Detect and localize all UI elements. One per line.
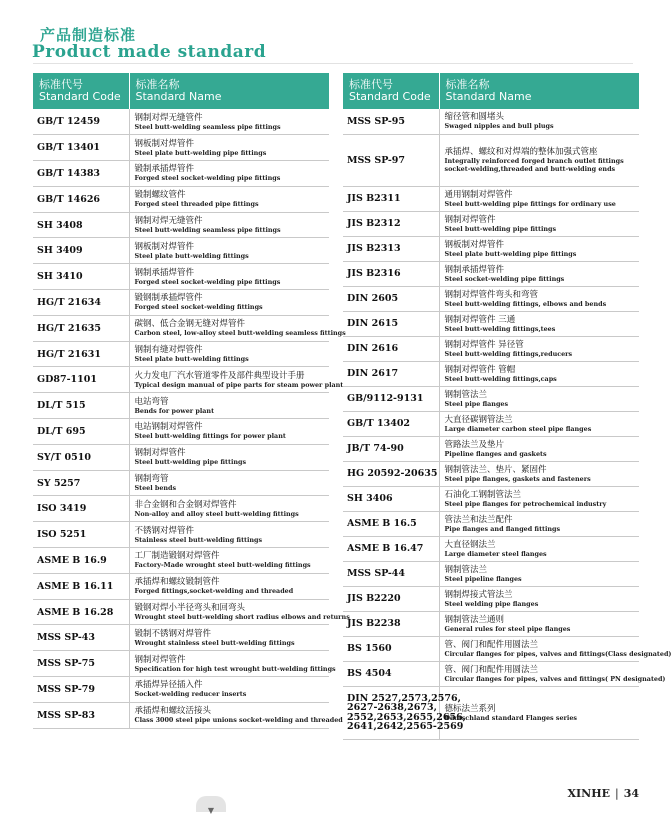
- standard-name: [439, 134, 639, 186]
- standard-code: BS 4504: [343, 661, 439, 686]
- standard-name: [129, 496, 329, 522]
- standard-code: [343, 686, 466, 739]
- standard-name: [439, 261, 639, 286]
- standard-name-en: Carbon steel, low-alloy steel butt-welding seamless fittings: [134, 329, 346, 338]
- standard-name: [439, 211, 639, 236]
- standard-code: MSS SP-79: [33, 677, 129, 703]
- standard-code: ASME B 16.47: [343, 536, 439, 561]
- table-row: [33, 548, 329, 574]
- standard-name: [439, 636, 671, 661]
- standard-name: [439, 236, 639, 261]
- standard-code: GB/T 13401: [33, 135, 129, 161]
- table-row: [343, 511, 639, 536]
- table-row: [343, 286, 639, 311]
- standard-name-en: Steel plate butt-welding pipe fittings: [134, 148, 267, 157]
- table-row: [343, 311, 639, 336]
- standard-name-en: Steel butt-welding fittings,caps: [444, 374, 557, 383]
- standard-name-en: Steel butt-welding seamless pipe fittings: [134, 122, 281, 131]
- standard-name: [129, 393, 329, 419]
- standard-name-en: Bends for power plant: [134, 406, 215, 415]
- standard-name: [439, 611, 639, 636]
- standard-name: [129, 367, 344, 393]
- header-code-en: Standard Code: [39, 90, 121, 103]
- standard-code: GB/T 13402: [343, 411, 439, 436]
- standard-code: JIS B2313: [343, 236, 439, 261]
- standard-name-en: Steel butt-welding pipe fittings: [134, 458, 247, 467]
- table-row: [343, 411, 639, 436]
- standard-name: [129, 186, 329, 212]
- standard-name: [439, 561, 639, 586]
- table-row: [343, 561, 639, 586]
- standard-name-en: Wrought stainless steel butt-welding fittings: [134, 638, 295, 647]
- standard-name-en: Steel pipe flanges, gaskets and fasteners: [444, 474, 591, 483]
- standard-code: HG/T 21631: [33, 341, 129, 367]
- header-code-cn: 标准代号: [39, 78, 83, 91]
- standard-name: [129, 548, 329, 574]
- standard-code: DIN 2615: [343, 311, 439, 336]
- standard-name-en: Pipe flanges and flanged fittings: [444, 524, 561, 533]
- standard-name-en: Circular flanges for pipes, valves and fittings( PN designated): [444, 674, 666, 683]
- standard-code: JIS B2220: [343, 586, 439, 611]
- standard-name-cn: 钢制焊接式管法兰: [444, 589, 513, 600]
- table-row: [33, 109, 329, 135]
- standard-code: ASME B 16.9: [33, 548, 129, 574]
- standard-name-en: Factory-Made wrought steel butt-welding fittings: [134, 561, 311, 570]
- standard-name: [129, 315, 346, 341]
- standard-name-en: Typical design manual of pipe parts for steam power plant: [134, 380, 344, 389]
- standard-name-cn: 管法兰和法兰配件: [444, 514, 513, 525]
- page-title-cn: 产品制造标准: [40, 26, 137, 44]
- standard-code: SH 3406: [343, 486, 439, 511]
- standard-code: ASME B 16.5: [343, 511, 439, 536]
- standard-name: [439, 286, 639, 311]
- standard-name: [129, 419, 329, 445]
- standard-name-en: General rules for steel pipe flanges: [444, 624, 571, 633]
- standard-code: JB/T 74-90: [343, 436, 439, 461]
- table-row: [343, 686, 639, 739]
- table-row: [33, 161, 329, 187]
- standard-name-en: Steel bends: [134, 484, 177, 493]
- standard-name-en: Steel plate butt-welding pipe fittings: [444, 249, 577, 258]
- header-code-en: Standard Code: [349, 90, 431, 103]
- standard-code: GD87-1101: [33, 367, 129, 393]
- standard-code: GB/T 14626: [33, 186, 129, 212]
- table-row: [343, 236, 639, 261]
- standard-name-cn: 钢制弯管: [134, 474, 169, 485]
- standard-name-cn: 钢制对焊管件弯头和弯管: [444, 289, 539, 300]
- standard-name: [439, 661, 666, 686]
- table-row: [343, 611, 639, 636]
- standard-code: HG/T 21634: [33, 290, 129, 316]
- table-row: [33, 186, 329, 212]
- table-row: [343, 186, 639, 211]
- table-row: [33, 419, 329, 445]
- standard-name-en: Steel butt-welding fittings,reducers: [444, 349, 573, 358]
- standard-code-line: DIN 2527,2573,2576,: [347, 692, 461, 704]
- standard-name-cn: 钢板制对焊管件: [134, 138, 195, 149]
- standard-name-cn: 大直径碳钢管法兰: [444, 414, 513, 425]
- standard-name-en: Large diameter steel flanges: [444, 549, 547, 558]
- standard-name-en: Swaged nipples and bull plugs: [444, 122, 554, 131]
- standard-name: [129, 651, 336, 677]
- standard-name-cn: 承插焊、螺纹和对焊端的整体加强式管座: [444, 147, 598, 157]
- header-code-cn: 标准代号: [349, 78, 393, 91]
- standard-name: [439, 109, 639, 134]
- footer-brand: XINHE: [567, 787, 610, 800]
- standard-code: GB/9112-9131: [343, 386, 439, 411]
- standard-name-en: Forged steel socket-welding pipe fittings: [134, 277, 281, 286]
- table-row: [33, 135, 329, 161]
- header-standard-code: [33, 73, 129, 109]
- table-row: [33, 677, 329, 703]
- standard-code: SH 3408: [33, 212, 129, 238]
- standard-name-en: Wrought steel butt-welding short radius elbows and returns: [134, 613, 350, 622]
- standard-name-en: Steel butt-welding pipe fittings: [444, 224, 557, 233]
- standard-code: HG 20592-20635: [343, 461, 439, 486]
- standard-name-en: Large diameter carbon steel pipe flanges: [444, 424, 592, 433]
- table-row: [33, 393, 329, 419]
- standard-code-line: 2627-2638,2673,: [347, 702, 437, 713]
- standard-name-en: Forged steel threaded pipe fittings: [134, 200, 259, 209]
- standard-name-cn: 钢制对焊管件 管帽: [444, 364, 516, 375]
- standard-name: [129, 161, 329, 187]
- standard-name: [129, 599, 350, 625]
- table-row: [33, 496, 329, 522]
- standard-code: MSS SP-75: [33, 651, 129, 677]
- standard-name-cn: 钢制对焊无缝管件: [134, 216, 203, 227]
- table-row: [33, 290, 329, 316]
- header-name-cn: 标准名称: [445, 78, 490, 91]
- standard-name-cn: 不锈钢对焊管件: [134, 525, 195, 536]
- standard-code: SH 3409: [33, 238, 129, 264]
- standard-code: DIN 2616: [343, 336, 439, 361]
- standard-name-cn: 锻钢对焊小半径弯头和回弯头: [134, 603, 246, 614]
- table-row: [343, 461, 639, 486]
- page-number: 34: [623, 787, 639, 800]
- table-row: [33, 315, 329, 341]
- table-row: [33, 238, 329, 264]
- standard-code-line: 2552,2653,2655,2656,: [347, 711, 466, 723]
- table-row: [343, 436, 639, 461]
- footer-separator: |: [614, 787, 619, 800]
- header-standard-code: [343, 73, 439, 109]
- standard-name: [129, 290, 329, 316]
- standard-name: [129, 341, 329, 367]
- standard-name-en: Steel pipe flanges for petrochemical industry: [444, 499, 607, 508]
- standard-name-cn: 钢制对焊无缝管件: [134, 112, 203, 123]
- table-row: [33, 367, 329, 393]
- left-standards-table: [33, 73, 350, 729]
- standard-name-cn: 锻制螺纹管件: [134, 190, 186, 201]
- standard-name-en: Steel butt-welding pipe fittings for ordinary use: [444, 199, 616, 208]
- standard-name-en: Stainless steel butt-welding fittings: [134, 535, 263, 544]
- table-row: [33, 651, 329, 677]
- table-row: [343, 361, 639, 386]
- standard-name: [439, 336, 639, 361]
- standard-name-cn: 管路法兰及垫片: [444, 439, 505, 450]
- standard-code: SY 5257: [33, 470, 129, 496]
- standard-code: SH 3410: [33, 264, 129, 290]
- standard-code: ASME B 16.28: [33, 599, 129, 625]
- standard-name-cn: 钢制对焊管件: [134, 654, 186, 665]
- standard-name-cn: 钢板制对焊管件: [444, 239, 505, 250]
- standard-name: [439, 686, 639, 739]
- standard-name-en: Socket-welding reducer inserts: [134, 690, 247, 699]
- standard-name-en: Steel pipe flanges: [444, 399, 509, 408]
- header-name-en: Standard Name: [445, 90, 532, 103]
- standard-name-cn: 钢制承插焊管件: [134, 267, 195, 278]
- standard-name-en: Forged fittings,socket-welding and threaded: [134, 587, 294, 596]
- table-row: [33, 341, 329, 367]
- standard-code: MSS SP-97: [343, 134, 439, 186]
- table-row: [343, 661, 639, 686]
- standard-code: GB/T 14383: [33, 161, 129, 187]
- table-row: [343, 536, 639, 561]
- table-row: [33, 212, 329, 238]
- standard-code: JIS B2312: [343, 211, 439, 236]
- standard-name-cn: 火力发电厂汽水管道零件及部件典型设计手册: [134, 370, 305, 381]
- standard-name: [439, 461, 639, 486]
- table-row: [343, 636, 639, 661]
- standard-name-en: Forged steel socket-welding pipe fittings: [134, 174, 281, 183]
- standard-name: [129, 264, 329, 290]
- standard-name-cn: 大直径钢法兰: [444, 539, 496, 550]
- standard-name: [129, 238, 329, 264]
- standard-name: [439, 436, 639, 461]
- table-row: [343, 386, 639, 411]
- page-title-en: Product made standard: [32, 42, 267, 62]
- standard-name-en: Circular flanges for pipes, valves and fittings(Class designated): [444, 649, 671, 658]
- standard-name-en: Steel pipeline flanges: [444, 574, 522, 583]
- standard-name-cn: 锻制不锈钢对焊管件: [134, 628, 212, 639]
- standard-name: [439, 486, 639, 511]
- standard-name: [129, 135, 329, 161]
- table-row: [33, 522, 329, 548]
- standard-name-cn: 锻制承插焊管件: [134, 164, 195, 175]
- standard-name-en-line2: socket-welding,threaded and butt-welding ends: [444, 165, 616, 173]
- standard-name-cn: 碳钢、低合金钢无缝对焊管件: [134, 319, 246, 330]
- table-row: [343, 486, 639, 511]
- standard-name-cn: 钢制管法兰: [444, 389, 488, 400]
- standard-name-cn: 管、阀门和配件用圆法兰: [444, 664, 539, 675]
- standard-name: [129, 444, 329, 470]
- table-row: [33, 573, 329, 599]
- standard-name-cn: 管、阀门和配件用圆法兰: [444, 639, 539, 650]
- standard-name-cn: 通用钢制对焊管件: [444, 189, 513, 200]
- standard-code: MSS SP-44: [343, 561, 439, 586]
- standard-name: [439, 586, 639, 611]
- standard-code: DIN 2617: [343, 361, 439, 386]
- standard-code: ISO 3419: [33, 496, 129, 522]
- standard-code: JIS B2311: [343, 186, 439, 211]
- standard-name-cn: 电站弯管: [134, 396, 169, 407]
- standard-name: [129, 109, 329, 135]
- standard-name: [439, 411, 639, 436]
- standard-code: GB/T 12459: [33, 109, 129, 135]
- standard-name-cn: 钢制对焊管件 异径管: [444, 339, 524, 350]
- table-row: [33, 444, 329, 470]
- standard-name-en: Forged steel socket-welding fittings: [134, 303, 263, 312]
- standard-code: SY/T 0510: [33, 444, 129, 470]
- standard-code: BS 1560: [343, 636, 439, 661]
- table-row: [343, 336, 639, 361]
- standard-code: JIS B2316: [343, 261, 439, 286]
- standard-name-cn: 钢制管法兰: [444, 564, 488, 575]
- standard-name-cn: 缩径管和圆堵头: [444, 112, 505, 123]
- table-row: [343, 261, 639, 286]
- table-row: [33, 470, 329, 496]
- standard-name-cn: 钢制管法兰通则: [444, 614, 505, 625]
- standard-code-line: 2641,2642,2565-2569: [347, 721, 464, 732]
- header-name-en: Standard Name: [135, 90, 222, 103]
- table-row: [33, 599, 329, 625]
- standard-name: [129, 677, 329, 703]
- standard-name: [439, 186, 639, 211]
- standard-name-cn: 钢板制对焊管件: [134, 241, 195, 252]
- standard-name: [129, 573, 329, 599]
- table-row: [33, 264, 329, 290]
- standard-name-cn: 石油化工钢制管法兰: [444, 489, 522, 500]
- standard-name: [129, 470, 329, 496]
- table-row: [33, 702, 329, 728]
- standard-name-en: Steel plate butt-welding fittings: [134, 251, 249, 260]
- standard-name: [439, 536, 639, 561]
- standard-name-cn: 德标法兰系列: [444, 703, 496, 714]
- standard-name: [439, 511, 639, 536]
- standard-name-en: Steel plate butt-welding fittings: [134, 355, 249, 364]
- standard-name-cn: 钢制对焊管件: [444, 214, 496, 225]
- header-standard-name: [129, 73, 329, 109]
- standard-code: MSS SP-95: [343, 109, 439, 134]
- header-standard-name: [439, 73, 639, 109]
- standard-name-en: Specification for high test wrought butt-welding fittings: [134, 664, 336, 673]
- standard-name-en: Steel butt-welding seamless pipe fittings: [134, 226, 281, 235]
- scroll-down-icon[interactable]: [196, 796, 226, 815]
- standard-name-cn: 钢制承插焊管件: [444, 264, 505, 275]
- standard-code: DL/T 515: [33, 393, 129, 419]
- header-name-cn: 标准名称: [135, 78, 180, 91]
- scroll-arrow-glyph: ▼: [207, 806, 215, 815]
- standard-name: [439, 361, 639, 386]
- standard-code: MSS SP-83: [33, 702, 129, 728]
- standard-name-en: Class 3000 steel pipe unions socket-welding and threaded: [134, 716, 343, 725]
- table-row: [343, 109, 639, 134]
- standard-name-en: Steel socket-welding pipe fittings: [444, 274, 565, 283]
- standard-code: DL/T 695: [33, 419, 129, 445]
- standard-name-en: Steel butt-welding fittings, elbows and bends: [444, 299, 607, 308]
- table-row: [343, 134, 639, 186]
- standard-name-en: Steel welding pipe flanges: [444, 599, 539, 608]
- standard-name: [129, 702, 343, 728]
- title-separator: [33, 63, 633, 64]
- standard-name-cn: 钢制对焊管件 三通: [444, 314, 516, 325]
- standard-name-cn: 锻钢制承插焊管件: [134, 293, 203, 304]
- standard-name-cn: 承插焊和螺纹活接头: [134, 706, 212, 717]
- standard-name: [439, 386, 639, 411]
- standard-code: HG/T 21635: [33, 315, 129, 341]
- standard-code: ASME B 16.11: [33, 573, 129, 599]
- standard-name-cn: 工厂制造锻钢对焊管件: [134, 551, 220, 562]
- standard-name: [439, 311, 639, 336]
- page-footer: [567, 787, 639, 800]
- table-row: [343, 211, 639, 236]
- table-row: [343, 586, 639, 611]
- standard-name-en: Deutschland standard Flanges series: [444, 713, 577, 722]
- standard-name: [129, 625, 329, 651]
- standard-name-en: Steel butt-welding fittings,tees: [444, 324, 556, 333]
- standard-name-cn: 钢制有缝对焊管件: [134, 345, 203, 356]
- standard-name-en: Integrally reinforced forged branch outlet fittings: [444, 157, 624, 165]
- standard-code: JIS B2238: [343, 611, 439, 636]
- standard-code: ISO 5251: [33, 522, 129, 548]
- standard-name-cn: 电站钢制对焊管件: [134, 422, 203, 433]
- standard-name-cn: 承插焊异径插入件: [134, 680, 203, 691]
- standard-name-cn: 非合金钢和合金钢对焊管件: [134, 499, 237, 510]
- standard-name-cn: 钢制对焊管件: [134, 448, 186, 459]
- standard-code: MSS SP-43: [33, 625, 129, 651]
- standard-name-en: Non-alloy and alloy steel butt-welding fittings: [134, 509, 299, 518]
- standard-name-en: Steel butt-welding fittings for power plant: [134, 432, 286, 441]
- right-standards-table: [343, 73, 671, 740]
- standard-name: [129, 212, 329, 238]
- standard-name-cn: 承插焊和螺纹锻制管件: [134, 577, 220, 588]
- standard-name: [129, 522, 329, 548]
- standard-name-en: Pipeline flanges and gaskets: [444, 449, 547, 458]
- standard-code: DIN 2605: [343, 286, 439, 311]
- standard-name-cn: 钢制管法兰、垫片、紧固件: [444, 464, 547, 475]
- table-row: [33, 625, 329, 651]
